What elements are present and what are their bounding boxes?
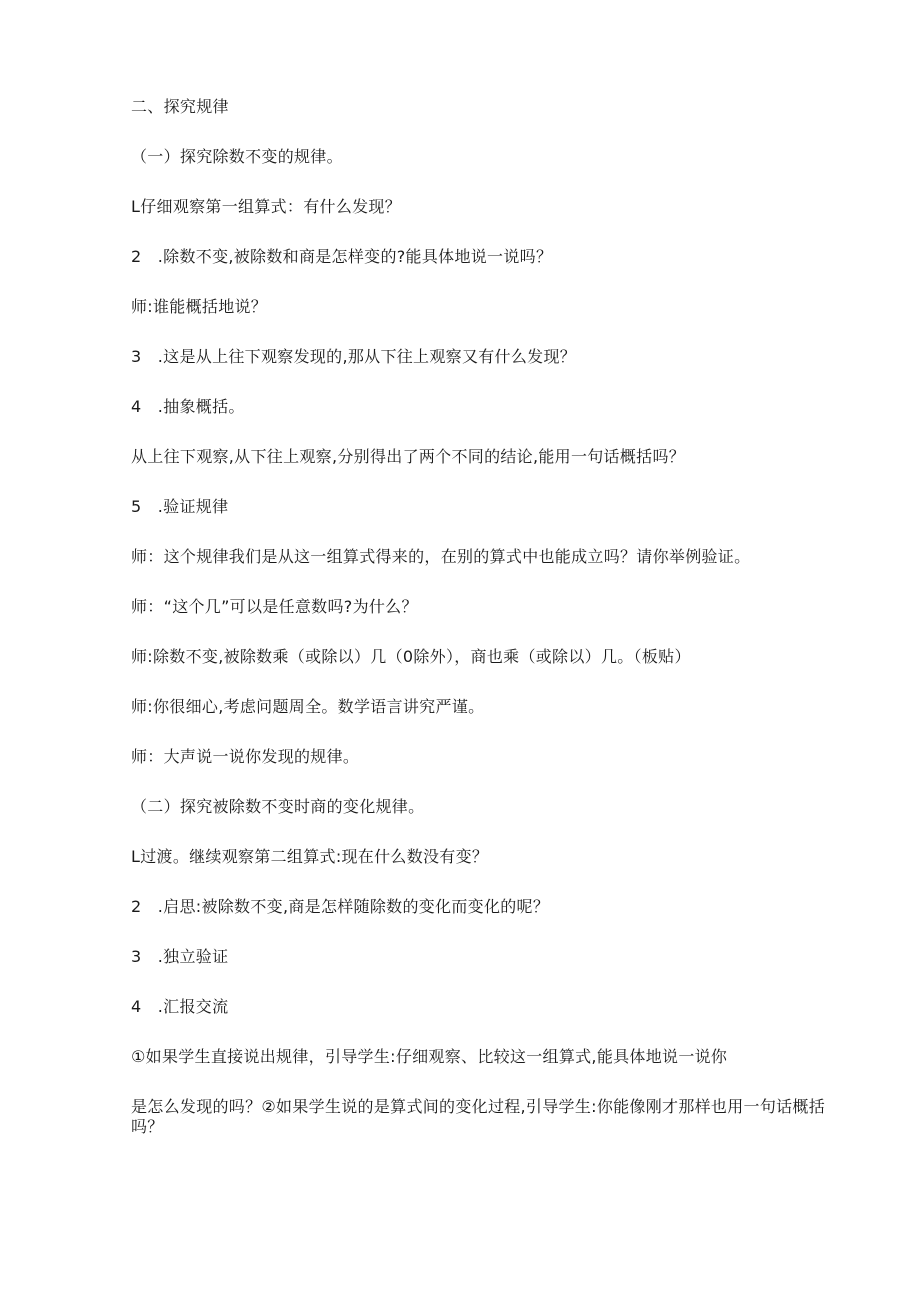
paragraph-teacher-verify: 师：这个规律我们是从这一组算式得来的，在别的算式中也能成立吗？请你举例验证。 xyxy=(131,547,751,566)
paragraph-summary-question: 从上往下观察,从下往上观察,分别得出了两个不同的结论,能用一句话概括吗？ xyxy=(131,447,686,466)
paragraph-step-1: L仔细观察第一组算式：有什么发现？ xyxy=(131,197,402,216)
paragraph-guide-1: ①如果学生直接说出规律，引导学生:仔细观察、比较这一组算式,能具体地说一说你 xyxy=(131,1047,728,1066)
section-heading: 二、探究规律 xyxy=(131,97,229,116)
paragraph-teacher-rule: 师:除数不变,被除数乘（或除以）几（0除外），商也乘（或除以）几。（板贴） xyxy=(131,647,691,666)
paragraph-guide-2: 是怎么发现的吗？②如果学生说的是算式间的变化过程,引导学生:你能像刚才那样也用一句话概括吗？ xyxy=(131,1097,826,1136)
paragraph-independent-verify: 3 .独立验证 xyxy=(131,947,229,966)
paragraph-step-5: 5 .验证规律 xyxy=(131,497,229,516)
paragraph-transition: L过渡。继续观察第二组算式:现在什么数没有变？ xyxy=(131,847,489,866)
paragraph-teacher-any-number: 师：“这个几”可以是任意数吗?为什么？ xyxy=(131,597,418,616)
paragraph-inspire: 2 .启思:被除数不变,商是怎样随除数的变化而变化的呢？ xyxy=(131,897,550,916)
subsection-heading-2: （二）探究被除数不变时商的变化规律。 xyxy=(131,797,425,816)
paragraph-teacher-praise: 师:你很细心,考虑问题周全。数学语言讲究严谨。 xyxy=(131,697,485,716)
subsection-heading-1: （一）探究除数不变的规律。 xyxy=(131,147,343,166)
paragraph-step-2: 2 .除数不变,被除数和商是怎样变的?能具体地说一说吗？ xyxy=(131,247,553,266)
paragraph-step-3: 3 .这是从上往下观察发现的,那从下往上观察又有什么发现？ xyxy=(131,347,577,366)
paragraph-step-4: 4 .抽象概括。 xyxy=(131,397,245,416)
paragraph-teacher-say-aloud: 师：大声说一说你发现的规律。 xyxy=(131,747,360,766)
paragraph-teacher-question: 师:谁能概括地说？ xyxy=(131,297,268,316)
paragraph-report: 4 .汇报交流 xyxy=(131,997,229,1016)
